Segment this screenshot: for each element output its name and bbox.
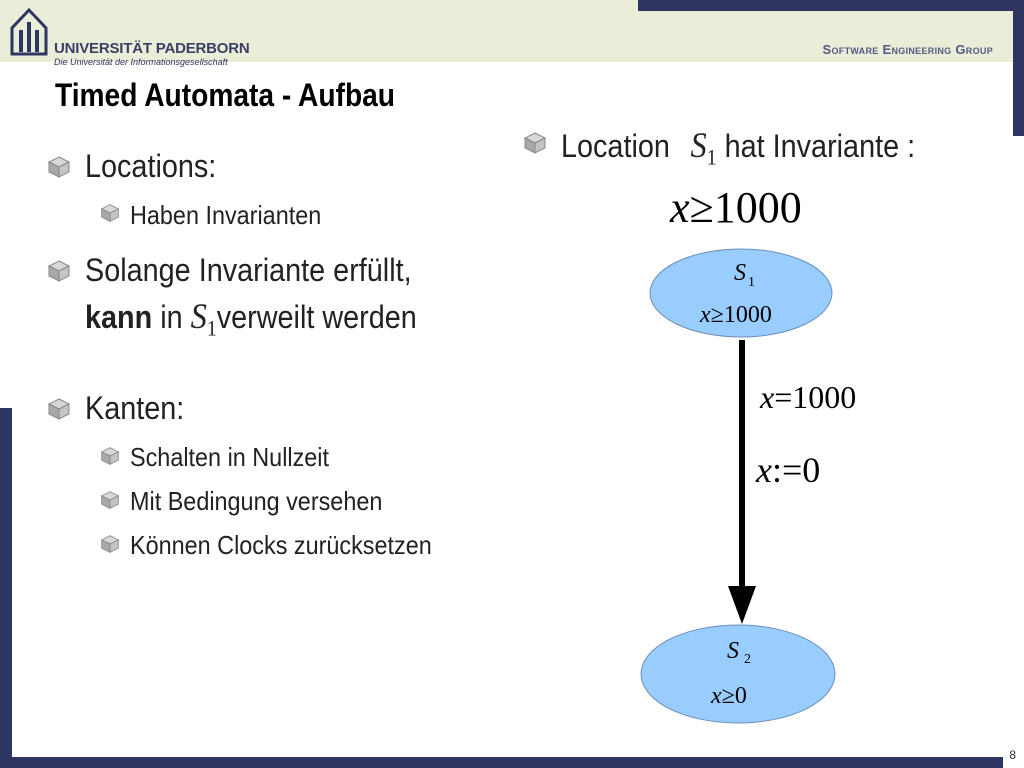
- location-prefix: Location: [561, 128, 670, 164]
- locations-label: Locations:: [85, 148, 217, 184]
- invariant-val: 1000: [713, 183, 802, 232]
- location-symbol: S: [690, 125, 707, 165]
- s2-label-sub: 2: [744, 652, 751, 667]
- kanten-label: Kanten:: [85, 390, 185, 426]
- s1-label-sub: 1: [748, 275, 755, 290]
- location-symbol-sub: 1: [706, 144, 717, 170]
- invariant-formula: [670, 182, 802, 233]
- page-number: 8: [1009, 748, 1016, 762]
- location-suffix: hat Invariante :: [724, 128, 916, 164]
- cube-bullet-icon: [47, 155, 71, 179]
- left-accent-bar: [0, 408, 12, 768]
- s2-invariant: x≥0: [711, 683, 747, 709]
- cube-bullet-icon: [47, 259, 71, 283]
- locations-sub-item: Haben Invarianten: [130, 200, 322, 230]
- cube-bullet-icon: [100, 490, 120, 510]
- kanten-sub-item: Schalten in Nullzeit: [130, 442, 330, 472]
- kanten-sub-item: Können Clocks zurücksetzen: [130, 530, 432, 560]
- group-name: Software Engineering Group: [822, 42, 993, 57]
- solange-line1: Solange Invariante erfüllt,: [85, 252, 412, 288]
- header-accent-bar: [638, 0, 1024, 11]
- right-accent-bar: [1013, 0, 1024, 136]
- university-subtitle: Die Universität der Informationsgesellschaft: [54, 57, 228, 67]
- s2-label: S: [727, 638, 739, 664]
- university-name: UNIVERSITÄT PADERBORN: [54, 40, 250, 57]
- automaton-diagram: [620, 240, 880, 730]
- solange-symbol: S: [190, 296, 207, 336]
- s1-invariant: x≥1000: [700, 302, 772, 328]
- university-logo-icon: [10, 6, 48, 56]
- s1-label: S: [734, 260, 746, 286]
- solange-kann: kann: [85, 299, 153, 335]
- solange-rest: verweilt werden: [216, 299, 417, 335]
- cube-bullet-icon: [100, 446, 120, 466]
- bottom-accent-bar: [0, 757, 1003, 768]
- invariant-op: ≥: [689, 183, 714, 232]
- transition-guard: x=1000: [760, 379, 857, 415]
- cube-bullet-icon: [47, 397, 71, 421]
- cube-bullet-icon: [100, 534, 120, 554]
- transition-reset: x:=0: [756, 450, 821, 490]
- transition-edge[interactable]: [739, 340, 745, 592]
- solange-symbol-sub: 1: [206, 315, 217, 341]
- cube-bullet-icon: [523, 131, 547, 155]
- location-invariant-line: [561, 124, 915, 170]
- transition-arrowhead-icon: [728, 586, 756, 624]
- invariant-var: x: [670, 183, 690, 232]
- solange-line2: [85, 295, 417, 341]
- solange-in: in: [160, 299, 183, 335]
- kanten-sub-item: Mit Bedingung versehen: [130, 486, 383, 516]
- slide-title: Timed Automata - Aufbau: [55, 77, 396, 113]
- cube-bullet-icon: [100, 203, 120, 223]
